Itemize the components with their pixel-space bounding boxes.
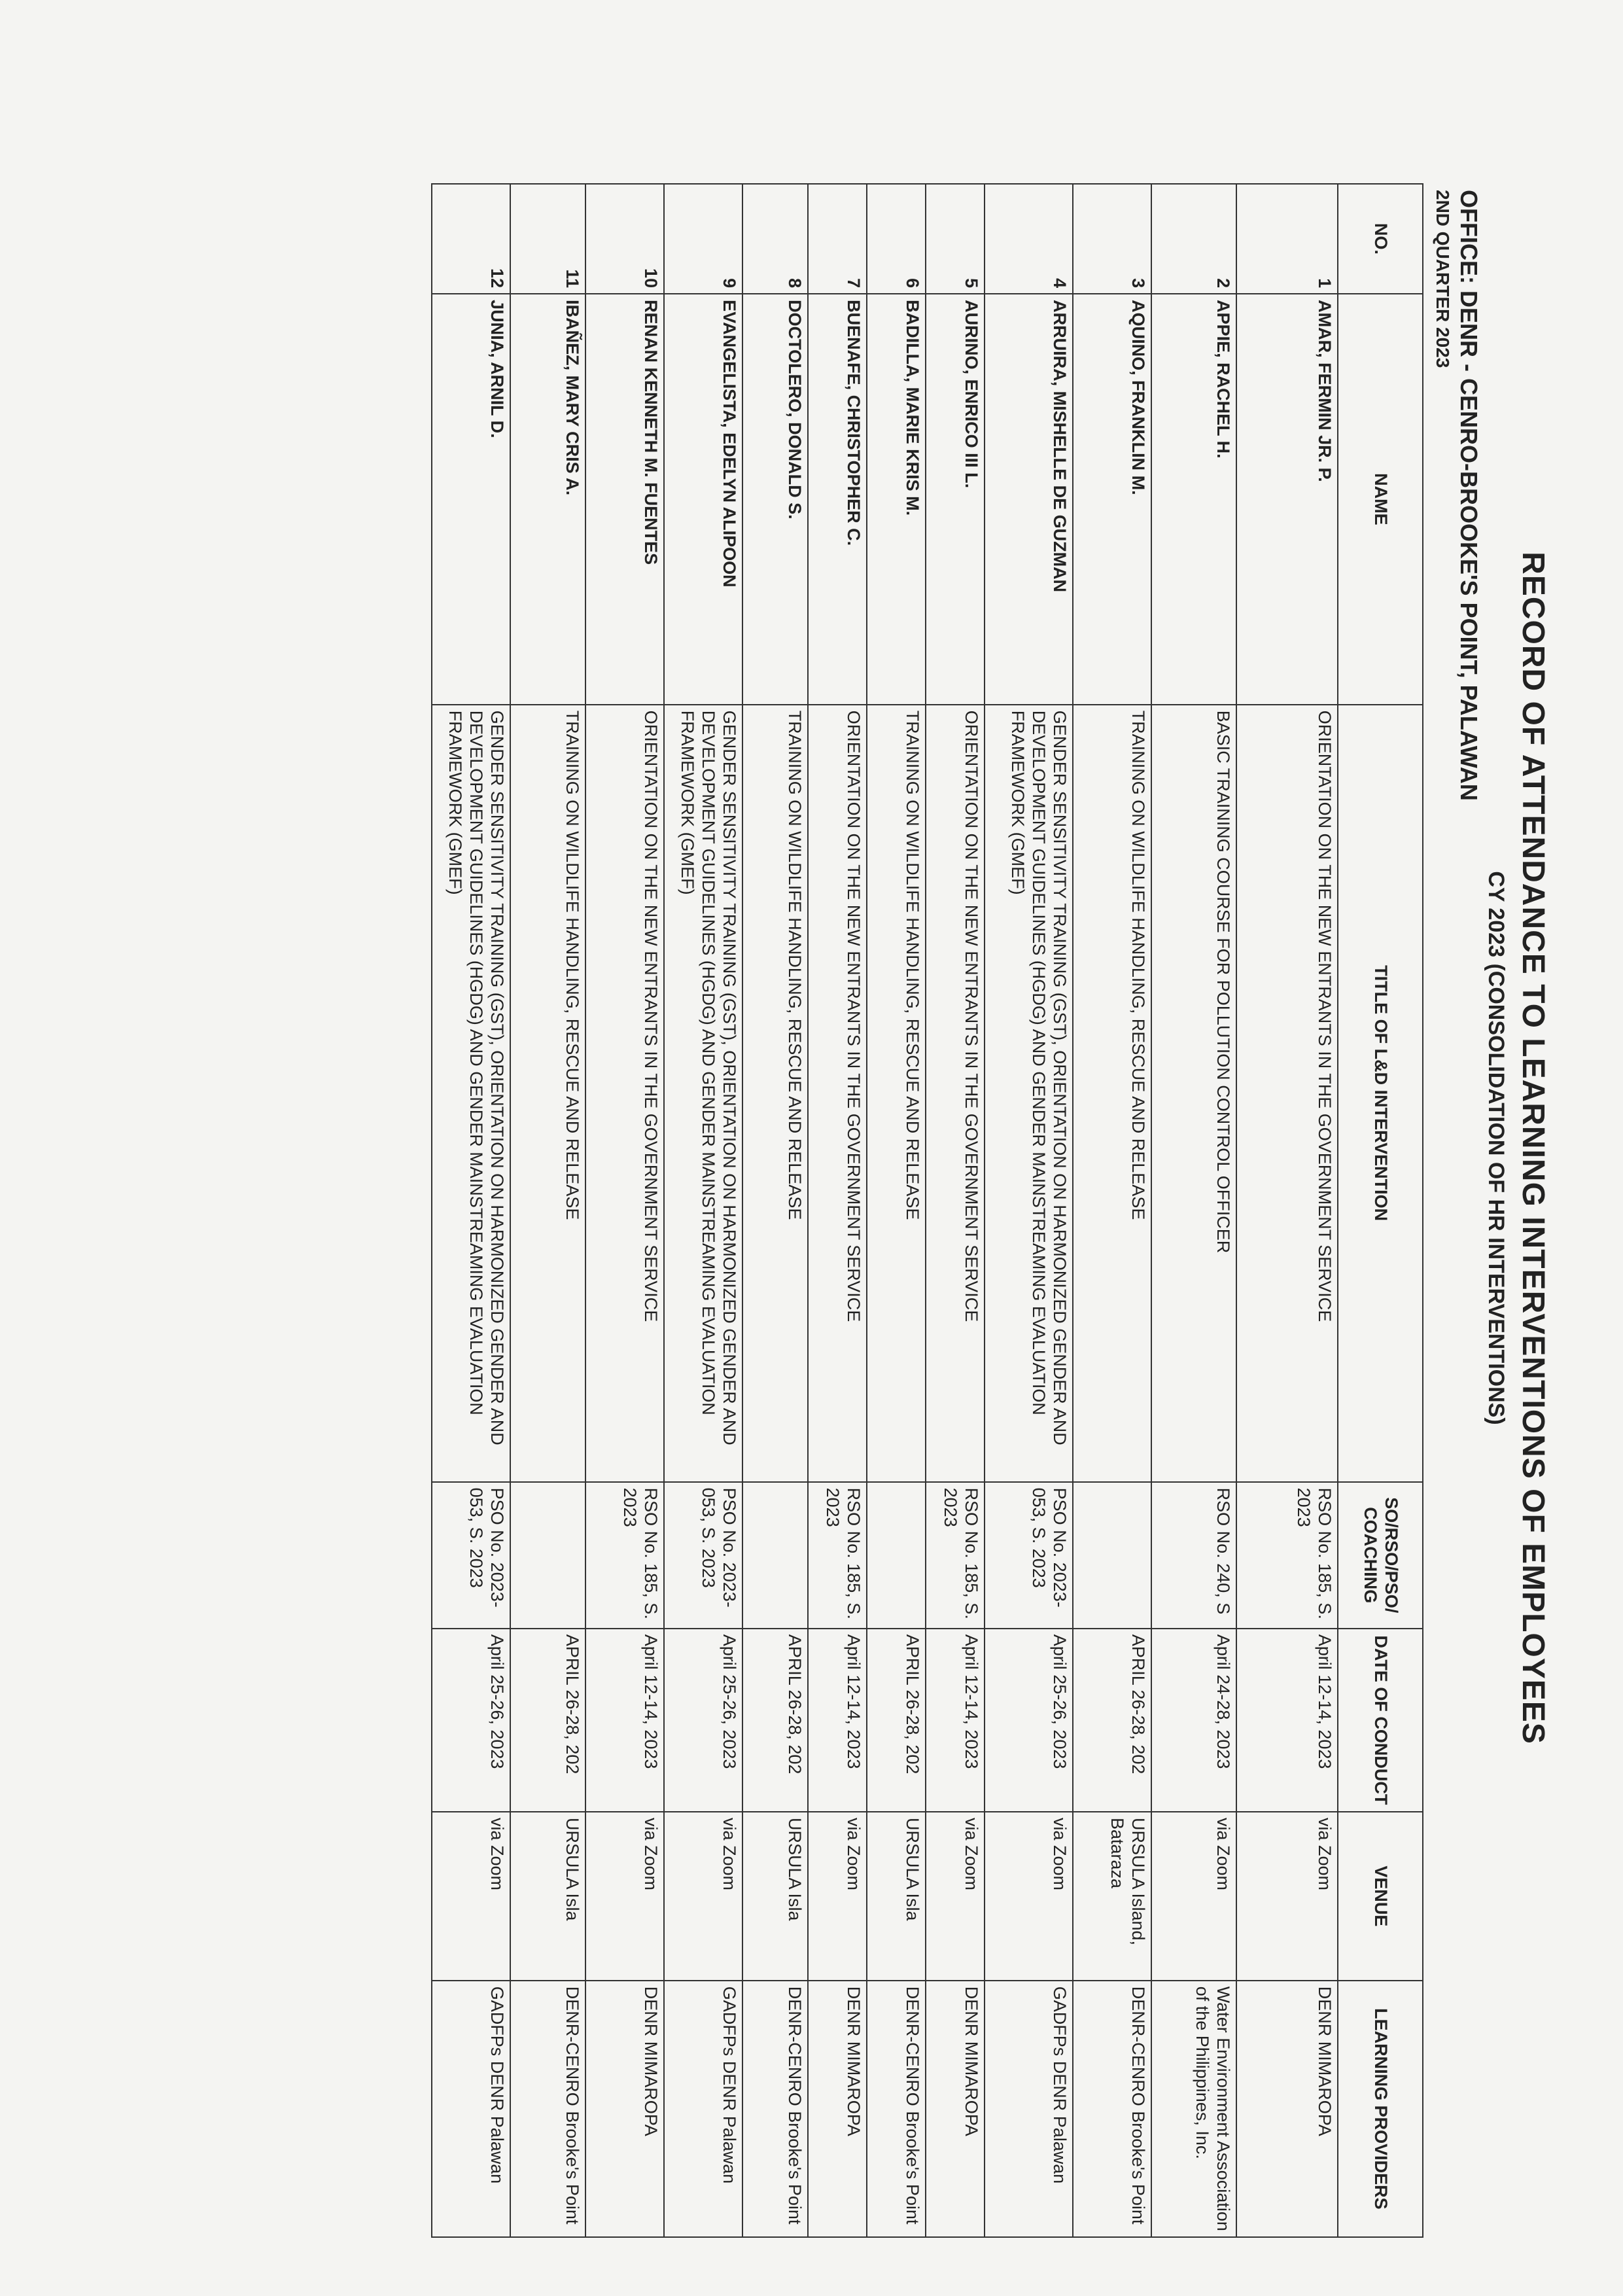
row-provider: DENR-CENRO Brooke's Point xyxy=(742,1981,808,2237)
col-header-venue: VENUE xyxy=(1338,1812,1423,1981)
table-row xyxy=(585,184,664,2237)
row-no: 1 xyxy=(1236,184,1338,294)
row-venue: via Zoom xyxy=(1151,1812,1236,1981)
table-header-row xyxy=(1338,184,1423,2237)
row-so xyxy=(1073,1482,1151,1629)
table-row xyxy=(808,184,867,2237)
row-venue: URSULA Isla xyxy=(510,1812,585,1981)
row-so xyxy=(510,1482,585,1629)
row-venue: via Zoom xyxy=(985,1812,1073,1981)
row-venue: URSULA Isla xyxy=(742,1812,808,1981)
row-no: 12 xyxy=(432,184,510,294)
table-row xyxy=(1151,184,1236,2237)
row-date: APRIL 26-28, 202 xyxy=(1073,1629,1151,1812)
col-header-so: SO/RSO/PSO/ COACHING xyxy=(1338,1482,1423,1629)
row-venue: via Zoom xyxy=(1236,1812,1338,1981)
row-venue: via Zoom xyxy=(926,1812,985,1981)
col-header-name: NAME xyxy=(1338,294,1423,705)
row-date: April 12-14, 2023 xyxy=(808,1629,867,1812)
row-name: AURINO, ENRICO III L. xyxy=(926,294,985,705)
row-name: BUENAFE, CHRISTOPHER C. xyxy=(808,294,867,705)
row-date: April 12-14, 2023 xyxy=(926,1629,985,1812)
row-title: GENDER SENSITIVITY TRAINING (GST), ORIENTATION ON HARMONIZED GENDER AND DEVELOPMENT GUIDELINES (HGDG) AND GENDER MAINSTREAMING EVALUATION FRAMEWORK (GMEF) xyxy=(985,705,1073,1482)
row-provider: DENR MIMAROPA xyxy=(808,1981,867,2237)
row-title: GENDER SENSITIVITY TRAINING (GST), ORIENTATION ON HARMONIZED GENDER AND DEVELOPMENT GUIDELINES (HGDG) AND GENDER MAINSTREAMING EVALUATION FRAMEWORK (GMEF) xyxy=(432,705,510,1482)
table-row xyxy=(1236,184,1338,2237)
row-title: ORIENTATION ON THE NEW ENTRANTS IN THE GOVERNMENT SERVICE xyxy=(585,705,664,1482)
row-name: DOCTOLERO, DONALD S. xyxy=(742,294,808,705)
row-title: TRAINING ON WILDLIFE HANDLING, RESCUE AND RELEASE xyxy=(510,705,585,1482)
row-name: EVANGELISTA, EDELYN ALIPOON xyxy=(664,294,742,705)
quarter-label: 2ND QUARTER 2023 xyxy=(1433,190,1453,368)
row-date: APRIL 26-28, 202 xyxy=(867,1629,926,1812)
row-no: 11 xyxy=(510,184,585,294)
office-label: OFFICE: DENR - CENRO-BROOKE'S POINT, PALAWAN xyxy=(1456,190,1482,801)
row-provider: DENR MIMAROPA xyxy=(1236,1981,1338,2237)
table-row xyxy=(985,184,1073,2237)
row-so xyxy=(742,1482,808,1629)
row-no: 7 xyxy=(808,184,867,294)
row-so: RSO No. 240, S xyxy=(1151,1482,1236,1629)
row-no: 5 xyxy=(926,184,985,294)
row-venue: via Zoom xyxy=(432,1812,510,1981)
row-title: TRAINING ON WILDLIFE HANDLING, RESCUE AND RELEASE xyxy=(1073,705,1151,1482)
row-no: 9 xyxy=(664,184,742,294)
row-name: ARRUIRA, MISHELLE DE GUZMAN xyxy=(985,294,1073,705)
row-title: BASIC TRAINING COURSE FOR POLLUTION CONTROL OFFICER xyxy=(1151,705,1236,1482)
row-provider: DENR MIMAROPA xyxy=(585,1981,664,2237)
row-provider: GADFPs DENR Palawan xyxy=(432,1981,510,2237)
row-so: RSO No. 185, S. 2023 xyxy=(808,1482,867,1629)
table-row xyxy=(664,184,742,2237)
col-header-provider: LEARNING PROVIDERS xyxy=(1338,1981,1423,2237)
row-date: April 25-26, 2023 xyxy=(664,1629,742,1812)
row-title: TRAINING ON WILDLIFE HANDLING, RESCUE AND RELEASE xyxy=(867,705,926,1482)
col-header-date: DATE OF CONDUCT xyxy=(1338,1629,1423,1812)
row-no: 4 xyxy=(985,184,1073,294)
row-venue: URSULA Isla xyxy=(867,1812,926,1981)
row-title: ORIENTATION ON THE NEW ENTRANTS IN THE GOVERNMENT SERVICE xyxy=(808,705,867,1482)
row-provider: GADFPs DENR Palawan xyxy=(985,1981,1073,2237)
row-title: TRAINING ON WILDLIFE HANDLING, RESCUE AND RELEASE xyxy=(742,705,808,1482)
row-date: APRIL 26-28, 202 xyxy=(510,1629,585,1812)
row-venue: URSULA Island, Bataraza xyxy=(1073,1812,1151,1981)
row-provider: DENR-CENRO Brooke's Point xyxy=(510,1981,585,2237)
table-row xyxy=(1073,184,1151,2237)
row-title: GENDER SENSITIVITY TRAINING (GST), ORIENTATION ON HARMONIZED GENDER AND DEVELOPMENT GUIDELINES (HGDG) AND GENDER MAINSTREAMING EVALUATION FRAMEWORK (GMEF) xyxy=(664,705,742,1482)
row-so: RSO No. 185, S. 2023 xyxy=(585,1482,664,1629)
row-provider: GADFPs DENR Palawan xyxy=(664,1981,742,2237)
row-name: BADILLA, MARIE KRIS M. xyxy=(867,294,926,705)
row-venue: via Zoom xyxy=(808,1812,867,1981)
row-date: April 25-26, 2023 xyxy=(985,1629,1073,1812)
row-no: 6 xyxy=(867,184,926,294)
row-provider: Water Environment Association of the Philippines, Inc. xyxy=(1151,1981,1236,2237)
row-no: 10 xyxy=(585,184,664,294)
col-header-title: TITLE OF L&D INTERVENTION xyxy=(1338,705,1423,1482)
row-name: AQUINO, FRANKLIN M. xyxy=(1073,294,1151,705)
row-date: April 24-28, 2023 xyxy=(1151,1629,1236,1812)
attendance-table xyxy=(431,183,1423,2238)
row-no: 8 xyxy=(742,184,808,294)
row-so: PSO No. 2023-053, S. 2023 xyxy=(985,1482,1073,1629)
row-so: PSO No. 2023-053, S. 2023 xyxy=(664,1482,742,1629)
row-venue: via Zoom xyxy=(664,1812,742,1981)
row-no: 2 xyxy=(1151,184,1236,294)
row-name: AMAR, FERMIN JR. P. xyxy=(1236,294,1338,705)
table-row xyxy=(510,184,585,2237)
row-date: April 12-14, 2023 xyxy=(1236,1629,1338,1812)
row-provider: DENR MIMAROPA xyxy=(926,1981,985,2237)
row-name: JUNIA, ARNIL D. xyxy=(432,294,510,705)
row-date: April 12-14, 2023 xyxy=(585,1629,664,1812)
row-title: ORIENTATION ON THE NEW ENTRANTS IN THE GOVERNMENT SERVICE xyxy=(926,705,985,1482)
row-title: ORIENTATION ON THE NEW ENTRANTS IN THE GOVERNMENT SERVICE xyxy=(1236,705,1338,1482)
row-so: PSO No. 2023-053, S. 2023 xyxy=(432,1482,510,1629)
row-provider: DENR-CENRO Brooke's Point xyxy=(867,1981,926,2237)
row-provider: DENR-CENRO Brooke's Point xyxy=(1073,1981,1151,2237)
table-row xyxy=(432,184,510,2237)
row-date: April 25-26, 2023 xyxy=(432,1629,510,1812)
row-so xyxy=(867,1482,926,1629)
row-so: RSO No. 185, S. 2023 xyxy=(1236,1482,1338,1629)
document-title: RECORD OF ATTENDANCE TO LEARNING INTERVENTIONS OF EMPLOYEES xyxy=(1516,552,1550,1744)
table-row xyxy=(742,184,808,2237)
row-name: RENAN KENNETH M. FUENTES xyxy=(585,294,664,705)
row-no: 3 xyxy=(1073,184,1151,294)
row-so: RSO No. 185, S. 2023 xyxy=(926,1482,985,1629)
table-row xyxy=(926,184,985,2237)
table-row xyxy=(867,184,926,2237)
col-header-no: NO. xyxy=(1338,184,1423,294)
row-date: APRIL 26-28, 202 xyxy=(742,1629,808,1812)
row-name: IBAÑEZ, MARY CRIS A. xyxy=(510,294,585,705)
row-venue: via Zoom xyxy=(585,1812,664,1981)
document-subtitle: CY 2023 (CONSOLIDATION OF HR INTERVENTIONS) xyxy=(1484,871,1509,1425)
row-name: APPIE, RACHEL H. xyxy=(1151,294,1236,705)
